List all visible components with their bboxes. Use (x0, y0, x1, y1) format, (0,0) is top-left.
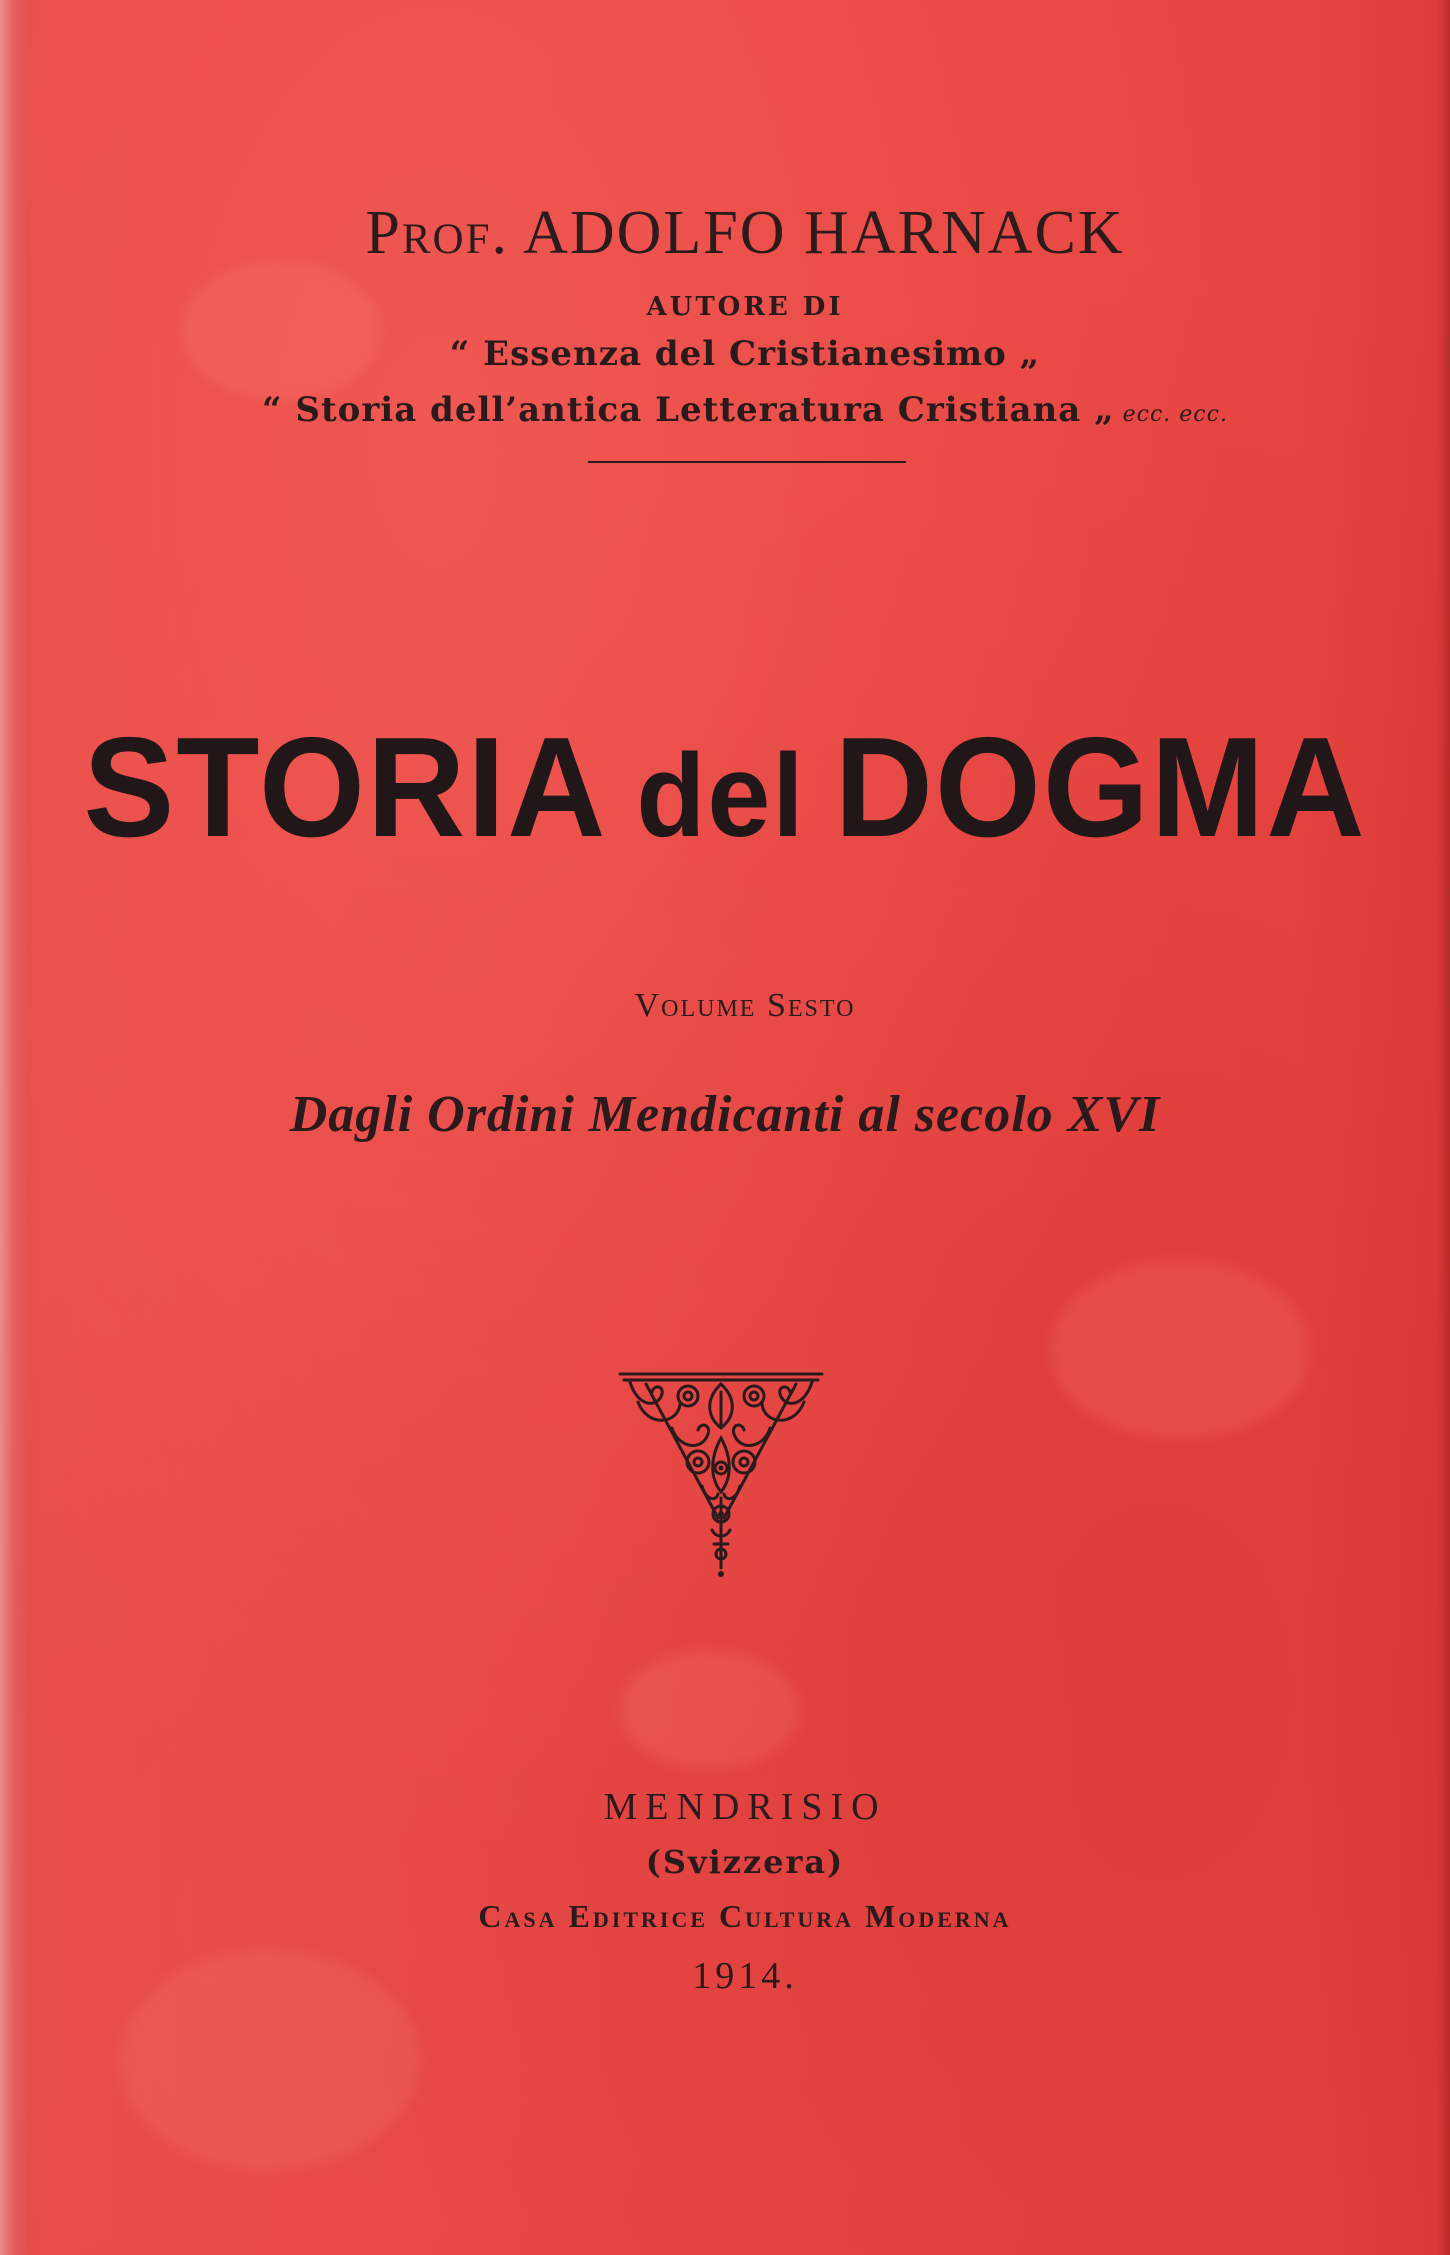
paper-stain (1050, 1260, 1310, 1440)
previous-work-1: “ Essenza del Cristianesimo „ (449, 334, 1041, 374)
book-title (29, 706, 1421, 870)
author-line (20, 198, 1450, 269)
title-part-3: DOGMA (834, 708, 1367, 867)
imprint-country: (Svizzera) (645, 1843, 845, 1881)
etc-text: ecc. ecc. (1122, 402, 1228, 427)
title-part-1: STORIA (83, 708, 608, 867)
book-subtitle: Dagli Ordini Mendicanti al secolo XVI (289, 1086, 1161, 1143)
imprint-city: MENDRISIO (603, 1786, 887, 1828)
paper-stain (180, 260, 380, 400)
imprint-publisher: Casa Editrice Cultura Moderna (478, 1898, 1012, 1934)
paper-stain (620, 1650, 800, 1770)
volume-label: Volume Sesto (634, 987, 856, 1024)
previous-work-2-line (20, 390, 1450, 430)
divider-rule (588, 461, 906, 463)
imprint-year: 1914. (692, 1955, 798, 1997)
decorative-ornament-icon (618, 1368, 824, 1578)
author-name: ADOLFO HARNACK (523, 199, 1125, 267)
previous-work-2: “ Storia dell’antica Letteratura Cristiana „ (262, 390, 1115, 430)
author-prefix: Prof. (365, 199, 509, 267)
title-part-2: del (636, 730, 806, 862)
author-of-label: AUTORE DI (646, 292, 844, 322)
